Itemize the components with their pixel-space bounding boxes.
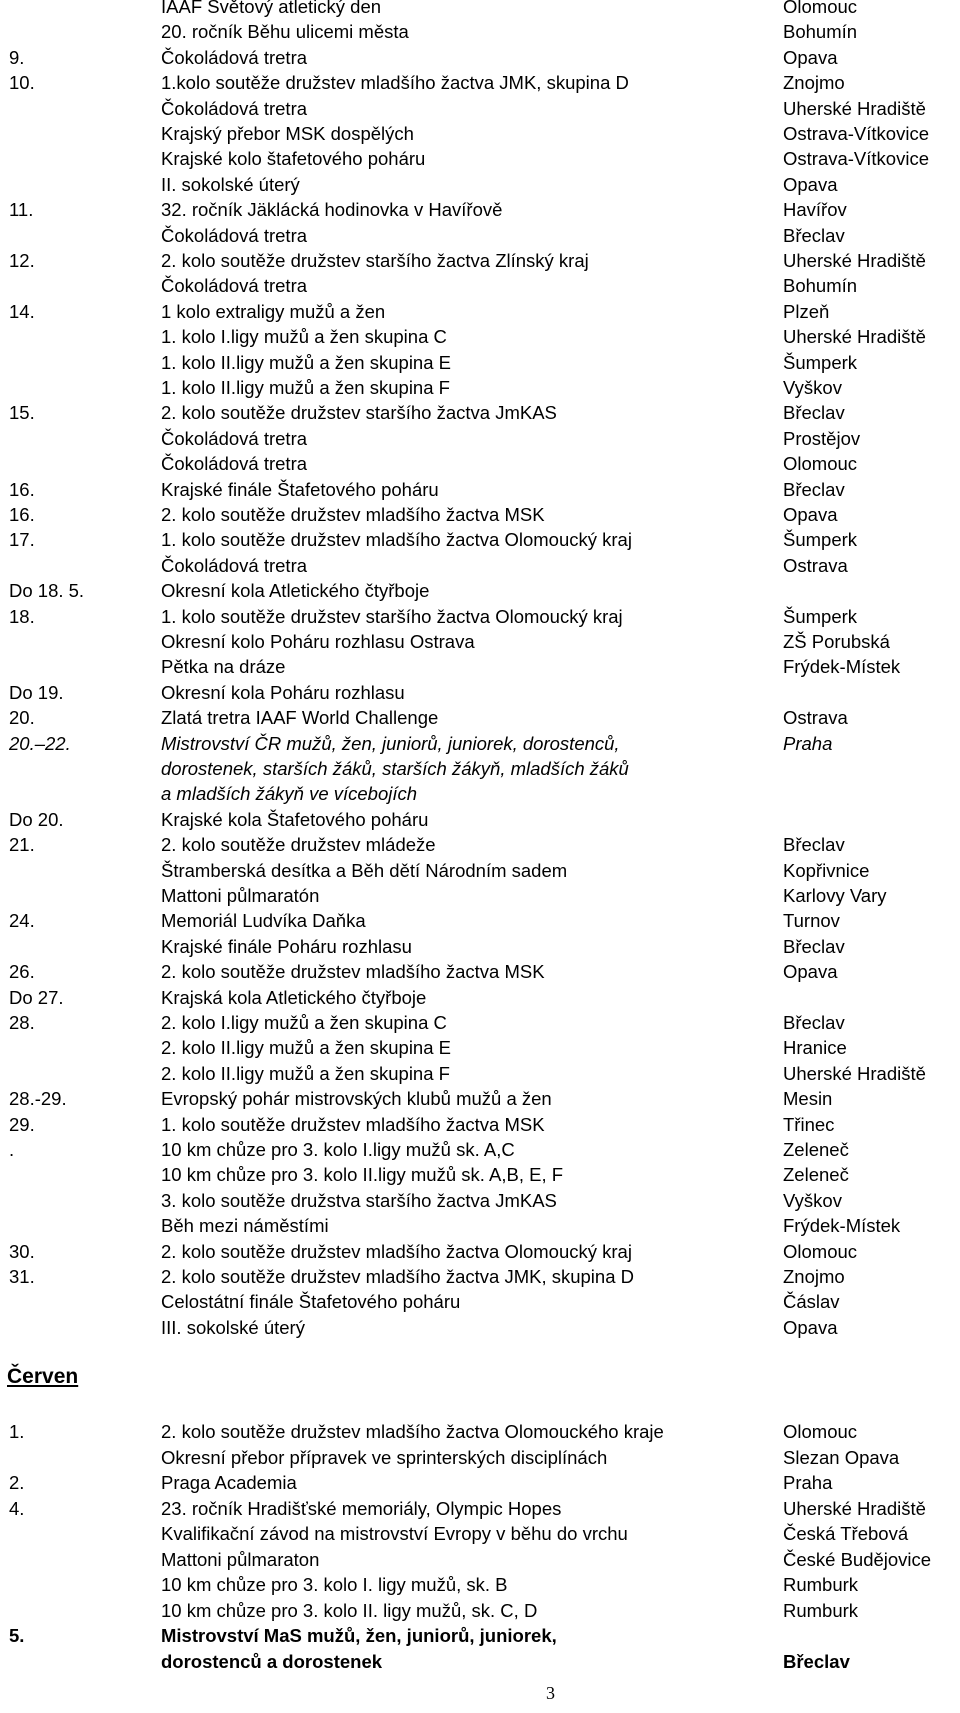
schedule-row [0, 1419, 960, 1444]
event-cell: 2. kolo soutěže družstev staršího žactva JmKAS [161, 402, 557, 424]
place-cell: Olomouc [783, 453, 858, 475]
place-cell: Břeclav [783, 478, 845, 500]
date-cell: 15. [9, 402, 35, 424]
place-cell: Ostrava-Vítkovice [783, 123, 929, 144]
schedule-row [0, 629, 960, 654]
place-cell: Šumperk [783, 605, 858, 627]
event-cell: Celostátní finále Štafetového poháru [161, 1291, 461, 1313]
event-cell: 1. kolo soutěže družstev mladšího žactva MSK [161, 1113, 545, 1135]
event-cell: 2. kolo soutěže družstev mladšího žactva Olomoucký kraj [161, 1240, 632, 1262]
place-cell: Turnov [783, 910, 840, 932]
date-cell: 17. [9, 529, 35, 551]
event-cell: Krajské kolo štafetového poháru [161, 148, 426, 170]
event-cell: 1. kolo I.ligy mužů a žen skupina C [161, 326, 447, 348]
event-cell: 1. kolo II.ligy mužů a žen skupina E [161, 351, 451, 373]
date-cell: 10. [9, 72, 35, 94]
place-cell: ZŠ Porubská [783, 631, 890, 652]
place-cell: Břeclav [783, 935, 845, 957]
event-cell: Krajské finále Štafetového poháru [161, 478, 439, 500]
place-cell: Opava [783, 173, 838, 195]
event-cell: IAAF Světový atletický den [161, 0, 382, 17]
schedule-row [0, 70, 960, 95]
date-cell: 16. [9, 478, 35, 500]
schedule-row [0, 604, 960, 629]
schedule-row [0, 1162, 960, 1187]
date-cell: 4. [9, 1497, 25, 1519]
schedule-row [0, 1289, 960, 1314]
schedule-row [0, 477, 960, 502]
event-cell: 10 km chůze pro 3. kolo II. ligy mužů, sk. C, D [161, 1599, 538, 1621]
schedule-row [0, 223, 960, 248]
event-cell: Okresní přebor přípravek ve sprinterských disciplínách [161, 1446, 608, 1468]
event-cell: Běh mezi náměstími [161, 1215, 329, 1237]
schedule-row [0, 781, 960, 806]
place-cell: Plzeň [783, 300, 830, 322]
place-cell: Rumburk [783, 1574, 859, 1595]
schedule-row [0, 1188, 960, 1213]
schedule-row [0, 1035, 960, 1060]
place-cell: Břeclav [783, 834, 845, 856]
schedule-row [0, 0, 960, 19]
schedule-row [0, 654, 960, 679]
place-cell: Karlovy Vary [783, 885, 887, 906]
schedule-row [0, 1264, 960, 1289]
place-cell: Opava [783, 961, 838, 983]
date-cell: Do 20. [9, 808, 64, 830]
event-cell: Štramberská desítka a Běh dětí Národním sadem [161, 859, 568, 881]
date-cell: 28.-29. [9, 1088, 67, 1110]
place-cell: Opava [783, 46, 838, 68]
schedule-row [0, 273, 960, 298]
schedule-row [0, 324, 960, 349]
event-cell: 2. kolo II.ligy mužů a žen skupina E [161, 1037, 451, 1059]
event-cell: Krajské kola Štafetového poháru [161, 808, 429, 830]
date-cell: 20. [9, 707, 35, 729]
event-cell: 1. kolo II.ligy mužů a žen skupina F [161, 377, 450, 398]
schedule-row [0, 1086, 960, 1111]
schedule-row [0, 705, 960, 730]
event-cell: Okresní kolo Poháru rozhlasu Ostrava [161, 631, 475, 652]
event-cell: Krajské finále Poháru rozhlasu [161, 935, 412, 957]
place-cell: Frýdek-Místek [783, 656, 901, 678]
place-cell: Olomouc [783, 1240, 858, 1262]
schedule-row [0, 502, 960, 527]
schedule-row [0, 96, 960, 121]
event-cell: a mladších žákyň ve vícebojích [161, 783, 418, 805]
event-cell: 10 km chůze pro 3. kolo II.ligy mužů sk. A,B, E, F [161, 1164, 564, 1186]
schedule-row [0, 527, 960, 552]
place-cell: Frýdek-Místek [783, 1215, 901, 1237]
event-cell: 2. kolo soutěže družstev mladšího žactva JMK, skupina D [161, 1266, 634, 1287]
schedule-row [0, 172, 960, 197]
event-cell: 1. kolo soutěže družstev mladšího žactva Olomoucký kraj [161, 529, 632, 551]
place-cell: Opava [783, 504, 838, 525]
schedule-row [0, 553, 960, 578]
place-cell: Zeleneč [783, 1164, 849, 1186]
event-cell: 2. kolo soutěže družstev mladšího žactva Olomouckého kraje [161, 1421, 664, 1442]
date-cell: 5. [9, 1625, 25, 1646]
date-cell: 18. [9, 605, 35, 627]
schedule-row [0, 299, 960, 324]
schedule-row [0, 680, 960, 705]
schedule-row [0, 400, 960, 425]
date-cell: Do 19. [9, 681, 64, 703]
schedule-row [0, 807, 960, 832]
place-cell: Břeclav [783, 1012, 845, 1033]
schedule-row [0, 756, 960, 781]
event-cell: Evropský pohár mistrovských klubů mužů a žen [161, 1088, 552, 1110]
schedule-row [0, 1572, 960, 1597]
schedule-row [0, 451, 960, 476]
place-cell: Znojmo [783, 1266, 845, 1287]
schedule-row [0, 1445, 960, 1470]
schedule-row [0, 985, 960, 1010]
place-cell: Praha [783, 732, 833, 754]
place-cell: Šumperk [783, 529, 858, 551]
place-cell: Břeclav [783, 224, 845, 246]
schedule-row [0, 1496, 960, 1521]
page-number: 3 [546, 1683, 555, 1703]
date-cell: 26. [9, 961, 35, 983]
place-cell: Rumburk [783, 1599, 859, 1621]
place-cell: Uherské Hradiště [783, 1497, 926, 1519]
event-cell: Praga Academia [161, 1472, 297, 1493]
event-cell: dorostenek, starších žáků, starších žákyň, mladších žáků [161, 758, 629, 779]
event-cell: Čokoládová tretra [161, 427, 308, 449]
schedule-row [0, 1137, 960, 1162]
schedule-row [0, 45, 960, 70]
schedule-row [0, 1061, 960, 1086]
date-cell: 30. [9, 1240, 35, 1262]
event-cell: Zlatá tretra IAAF World Challenge [161, 707, 439, 729]
event-cell: Mattoni půlmaratón [161, 885, 320, 906]
event-cell: Okresní kola Poháru rozhlasu [161, 681, 405, 703]
event-cell: 2. kolo II.ligy mužů a žen skupina F [161, 1062, 450, 1084]
date-cell: 1. [9, 1421, 25, 1442]
event-cell: Mistrovství ČR mužů, žen, juniorů, juniorek, dorostenců, [161, 732, 620, 754]
place-cell: Břeclav [783, 1650, 850, 1672]
place-cell: Břeclav [783, 402, 845, 424]
schedule-row [0, 1649, 960, 1674]
date-cell: 20.‒22. [9, 732, 71, 754]
event-cell: 23. ročník Hradišťské memoriály, Olympic Hopes [161, 1497, 562, 1519]
event-cell: Čokoládová tretra [161, 46, 308, 68]
event-cell: Čokoládová tretra [161, 275, 308, 297]
place-cell: Prostějov [783, 427, 861, 449]
event-cell: Mistrovství MaS mužů, žen, juniorů, juniorek, [161, 1625, 557, 1646]
event-cell: 3. kolo soutěže družstva staršího žactva JmKAS [161, 1189, 557, 1211]
date-cell: 2. [9, 1472, 25, 1493]
place-cell: Vyškov [783, 1189, 842, 1211]
schedule-row [0, 375, 960, 400]
schedule-row [0, 1239, 960, 1264]
schedule-row [0, 1010, 960, 1035]
schedule-row [0, 1521, 960, 1546]
place-cell: Vyškov [783, 377, 842, 398]
place-cell: Ostrava [783, 554, 848, 576]
date-cell: 28. [9, 1012, 35, 1033]
place-cell: Šumperk [783, 351, 858, 373]
date-cell: 29. [9, 1113, 35, 1135]
event-cell: 1. kolo soutěže družstev staršího žactva Olomoucký kraj [161, 605, 623, 627]
place-cell: Třinec [783, 1113, 835, 1135]
event-cell: 2. kolo soutěže družstev mladšího žactva MSK [161, 961, 545, 983]
event-cell: 32. ročník Jäklácká hodinovka v Havířově [161, 199, 503, 221]
event-cell: 10 km chůze pro 3. kolo I. ligy mužů, sk. B [161, 1574, 508, 1595]
event-cell: 2. kolo soutěže družstev mládeže [161, 834, 436, 856]
date-cell: 21. [9, 834, 35, 856]
place-cell: Praha [783, 1472, 833, 1493]
event-cell: Mattoni půlmaraton [161, 1548, 320, 1570]
place-cell: Ostrava-Vítkovice [783, 148, 929, 170]
place-cell: Uherské Hradiště [783, 1062, 926, 1084]
schedule-row [0, 883, 960, 908]
schedule-row [0, 350, 960, 375]
event-cell: 2. kolo soutěže družstev staršího žactva Zlínský kraj [161, 250, 589, 271]
schedule-row [0, 1598, 960, 1623]
date-cell: . [9, 1139, 15, 1160]
place-cell: Uherské Hradiště [783, 97, 926, 119]
place-cell: Hranice [783, 1037, 847, 1059]
place-cell: Mesin [783, 1088, 833, 1110]
date-cell: 24. [9, 910, 35, 932]
event-cell: Memoriál Ludvíka Daňka [161, 910, 366, 932]
event-cell: Čokoládová tretra [161, 224, 308, 246]
schedule-row [0, 1623, 960, 1648]
schedule-row [0, 1470, 960, 1495]
place-cell: Česká Třebová [783, 1523, 909, 1544]
event-cell: 1 kolo extraligy mužů a žen [161, 300, 386, 322]
schedule-row [0, 121, 960, 146]
schedule-row [0, 959, 960, 984]
place-cell: Čáslav [783, 1291, 840, 1313]
place-cell: Olomouc [783, 0, 858, 17]
schedule-row [0, 908, 960, 933]
place-cell: Slezan Opava [783, 1446, 900, 1468]
date-cell: 14. [9, 300, 35, 322]
event-cell: Kvalifikační závod na mistrovství Evropy v běhu do vrchu [161, 1523, 628, 1544]
month-heading-june: Červen [7, 1365, 79, 1388]
event-cell: dorostenců a dorostenek [161, 1650, 383, 1672]
place-cell: Uherské Hradiště [783, 250, 926, 271]
date-cell: Do 27. [9, 986, 64, 1008]
schedule-row [0, 578, 960, 603]
schedule-row [0, 1315, 960, 1340]
event-cell: Krajský přebor MSK dospělých [161, 123, 414, 144]
place-cell: Kopřivnice [783, 859, 870, 881]
schedule-row [0, 146, 960, 171]
place-cell: Ostrava [783, 707, 848, 729]
schedule-row [0, 731, 960, 756]
schedule-row [0, 858, 960, 883]
event-cell: Čokoládová tretra [161, 554, 308, 576]
schedule-row [0, 1547, 960, 1572]
place-cell: Havířov [783, 199, 847, 221]
event-cell: Pětka na dráze [161, 656, 286, 678]
place-cell: Olomouc [783, 1421, 858, 1442]
event-cell: Čokoládová tretra [161, 97, 308, 119]
place-cell: Bohumín [783, 21, 858, 43]
place-cell: Opava [783, 1316, 838, 1338]
schedule-row [0, 197, 960, 222]
place-cell: Uherské Hradiště [783, 326, 926, 348]
event-cell: 2. kolo soutěže družstev mladšího žactva MSK [161, 504, 545, 525]
schedule-row [0, 426, 960, 451]
schedule-row [0, 19, 960, 44]
event-cell: 10 km chůze pro 3. kolo I.ligy mužů sk. A,C [161, 1139, 515, 1160]
date-cell: 31. [9, 1266, 35, 1287]
place-cell: České Budějovice [783, 1548, 932, 1570]
event-cell: II. sokolské úterý [161, 173, 300, 195]
event-cell: Čokoládová tretra [161, 453, 308, 475]
event-cell: 1.kolo soutěže družstev mladšího žactva JMK, skupina D [161, 72, 629, 94]
schedule-row [0, 1213, 960, 1238]
date-cell: 12. [9, 250, 35, 271]
schedule-row [0, 832, 960, 857]
date-cell: 16. [9, 504, 35, 525]
date-cell: 11. [9, 199, 34, 221]
event-cell: Krajská kola Atletického čtyřboje [161, 986, 427, 1008]
place-cell: Zeleneč [783, 1139, 849, 1160]
place-cell: Bohumín [783, 275, 858, 297]
event-cell: Okresní kola Atletického čtyřboje [161, 580, 430, 602]
event-cell: 20. ročník Běhu ulicemi města [161, 21, 409, 43]
schedule-row [0, 934, 960, 959]
schedule-row [0, 248, 960, 273]
event-cell: III. sokolské úterý [161, 1316, 305, 1338]
place-cell: Znojmo [783, 72, 845, 94]
event-cell: 2. kolo I.ligy mužů a žen skupina C [161, 1012, 447, 1033]
date-cell: Do 18. 5. [9, 580, 85, 602]
date-cell: 9. [9, 46, 25, 68]
schedule-row [0, 1112, 960, 1137]
